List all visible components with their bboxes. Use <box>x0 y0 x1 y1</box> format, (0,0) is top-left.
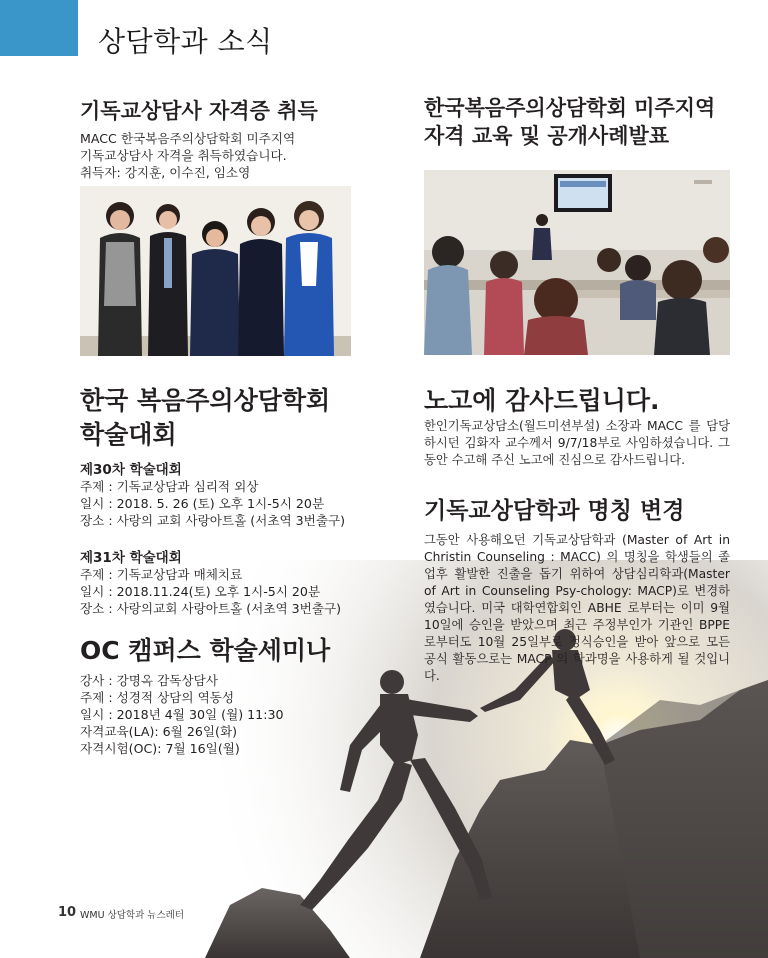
footer-text: WMU 상담학과 뉴스레터 <box>80 910 184 921</box>
conference-31-details <box>80 566 341 617</box>
thanks-title: 노고에 감사드립니다. <box>424 386 660 415</box>
seminar-line: 강사 : 강명옥 감독상담사 <box>80 673 218 688</box>
conference-detail-line: 장소 : 사랑의 교회 사랑아트홀 (서초역 3번출구) <box>80 513 346 528</box>
conference-title-line: 한국 복음주의상담학회 <box>80 386 331 415</box>
seminar-title: OC 캠퍼스 학술세미나 <box>80 636 331 665</box>
page-title: 상담학과 소식 <box>98 25 273 58</box>
thanks-text: 한인기독교상담소(월드미션부설) 소장과 MACC 를 담당하시던 김화자 교수께서 9/7/18부로 사임하셨습니다. 그동안 수고해 주신 노고에 진심으로 감사드립니다. <box>424 419 730 467</box>
certificate-group-photo <box>80 186 351 356</box>
seminar-details <box>80 672 283 757</box>
seminar-line: 일시 : 2018년 4월 30일 (월) 11:30 <box>80 707 284 722</box>
conference-31-heading: 제31차 학술대회 <box>80 550 182 566</box>
corner-accent-block <box>0 0 78 56</box>
cert-line: 기독교상담사 자격을 취득하였습니다. <box>80 148 287 163</box>
conference-detail-line: 주제 : 기독교상담과 매체치료 <box>80 567 243 582</box>
rename-text: 그동안 사용해오던 기독교상담학과 (Master of Art in Christin Counseling : MACC) 의 명칭을 학생들의 졸업후 활발한 진출을 돕기 위하여 상담심리학과(Master of Art in Counseling Psy-chology: MACP)로 변경하였습니다. 미국 대학연합회인 ABHE 로부터는 이미 9월 10일에 승인을 받았으며 최근 주정부인가 기관인 BPPE 로부터도 10월 25일부로 정식승인을 받아 앞으로 모든 공식 활동으로는 MACP 의 학과명을 사용하게 될 것입니다. <box>424 533 730 683</box>
training-presentation-photo <box>424 170 730 355</box>
conference-detail-line: 일시 : 2018.11.24(토) 오후 1시-5시 20분 <box>80 584 321 599</box>
seminar-line: 자격시험(OC): 7월 16일(월) <box>80 741 240 756</box>
conference-detail-line: 장소 : 사랑의교회 사랑아트홀 (서초역 3번출구) <box>80 601 342 616</box>
conference-detail-line: 일시 : 2018. 5. 26 (토) 오후 1시-5시 20분 <box>80 496 325 511</box>
conference-30-details <box>80 478 345 529</box>
rename-title: 기독교상담학과 명칭 변경 <box>424 498 685 524</box>
seminar-line: 자격교육(LA): 6월 26일(화) <box>80 724 238 739</box>
training-title-line: 한국복음주의상담학회 미주지역 <box>424 96 716 120</box>
cert-line: MACC 한국복음주의상담학회 미주지역 <box>80 131 296 146</box>
conference-detail-line: 주제 : 기독교상담과 심리적 외상 <box>80 479 259 494</box>
footer-page-number: 10 <box>58 905 77 920</box>
conference-title <box>80 384 330 452</box>
conference-title-line: 학술대회 <box>80 419 177 449</box>
conference-30-heading: 제30차 학술대회 <box>80 462 182 478</box>
seminar-line: 주제 : 성경적 상담의 역동성 <box>80 690 235 705</box>
training-title-line: 자격 교육 및 공개사례발표 <box>424 124 670 148</box>
cert-text <box>80 130 295 181</box>
cert-title: 기독교상담사 자격증 취득 <box>80 99 318 123</box>
training-title <box>424 94 715 150</box>
cert-line: 취득자: 강지훈, 이수진, 임소영 <box>80 165 251 180</box>
